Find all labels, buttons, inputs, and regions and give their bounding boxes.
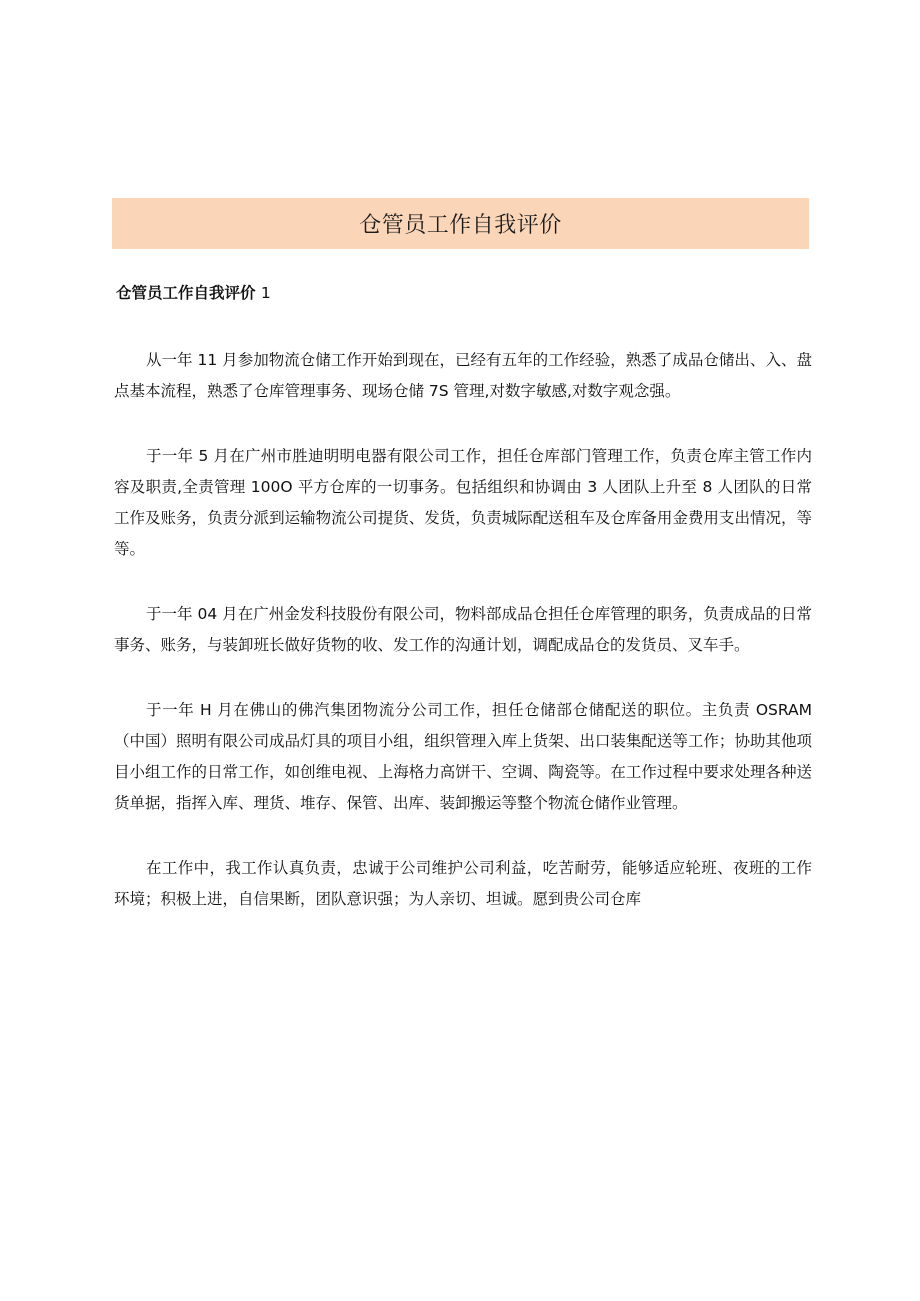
paragraph-4: 于一年 H 月在佛山的佛汽集团物流分公司工作，担任仓储部仓储配送的职位。主负责 OSRAM（中国）照明有限公司成品灯具的项目小组，组织管理入库上货架、出口装集配送等工作；协助其他项目小组工作的日常工作，如创维电视、上海格力高饼干、空调、陶瓷等。在工作过程中要求处理各种送货单据，指挥入库、理货、堆存、保管、出库、装卸搬运等整个物流仓储作业管理。	[114, 701, 812, 812]
paragraph-3: 于一年 04 月在广州金发科技股份有限公司，物料部成品仓担任仓库管理的职务，负责成品的日常事务、账务，与装卸班长做好货物的收、发工作的沟通计划，调配成品仓的发货员、叉车手。	[114, 605, 812, 654]
paragraph-5: 在工作中，我工作认真负责，忠诚于公司维护公司利益，吃苦耐劳，能够适应轮班、夜班的工作环境；积极上进，自信果断，团队意识强；为人亲切、坦诚。愿到贵公司仓库	[114, 859, 812, 908]
paragraph-2: 于一年 5 月在广州市胜迪明明电器有限公司工作，担任仓库部门管理工作，负责仓库主管工作内容及职责,全责管理 100O 平方仓库的一切事务。包括组织和协调由 3 人团队上升至 8 人团队的日常工作及账务，负责分派到运输物流公司提货、发货，负责城际配送租车及仓库备用金费用支出情况，等等。	[114, 447, 812, 558]
paragraph-1: 从一年 11 月参加物流仓储工作开始到现在，已经有五年的工作经验，熟悉了成品仓储出、入、盘点基本流程，熟悉了仓库管理事务、现场仓储 7S 管理,对数字敏感,对数字观念强。	[114, 351, 812, 400]
title-banner	[112, 198, 809, 249]
document-title: 仓管员工作自我评价	[359, 213, 562, 238]
section-heading	[116, 281, 271, 303]
document-body	[114, 345, 812, 949]
section-heading-text: 仓管员工作自我评价	[116, 284, 256, 302]
section-heading-number: 1	[260, 284, 271, 302]
